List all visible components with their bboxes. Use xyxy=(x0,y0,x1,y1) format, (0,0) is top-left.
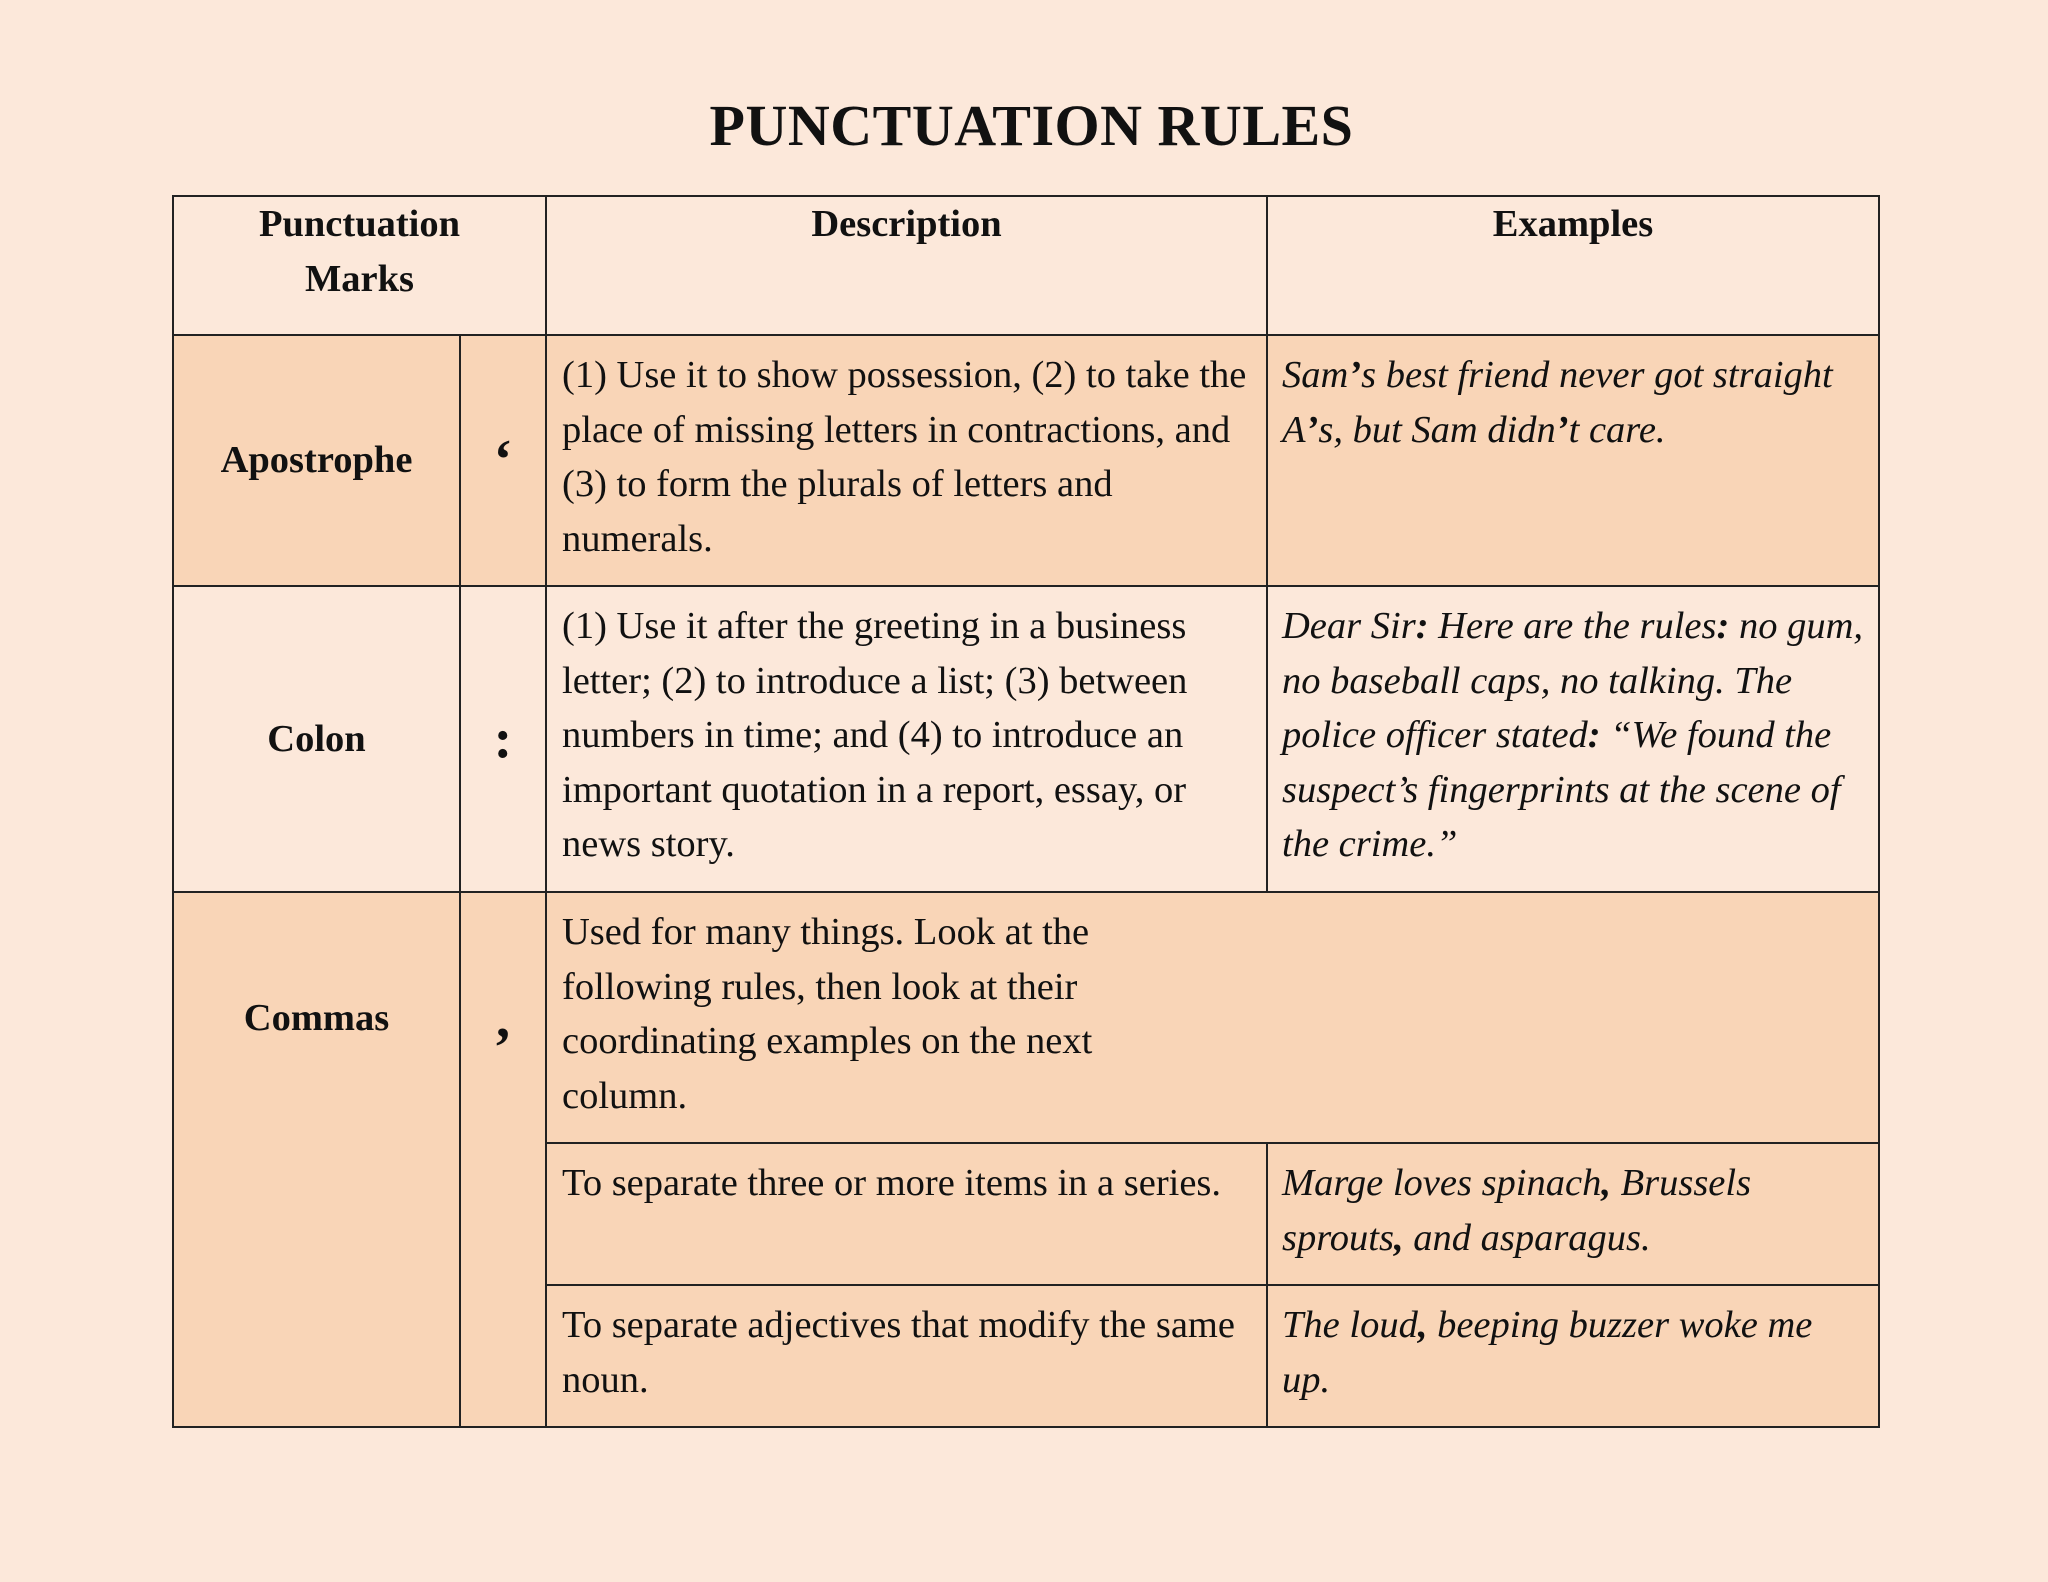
header-marks: Punctuation Marks xyxy=(173,196,546,335)
punctuation-table xyxy=(172,195,1880,1428)
description-apostrophe: (1) Use it to show possession, (2) to take the place of missing letters in contractions, and (3) to form the plurals of letters and numerals. xyxy=(546,335,1267,586)
example-apostrophe: Sam’s best friend never got straight A’s, but Sam didn’t care. xyxy=(1267,335,1879,586)
example-commas-rule-2: The loud, beeping buzzer woke me up. xyxy=(1267,1285,1879,1427)
row-apostrophe xyxy=(173,335,1879,586)
description-commas-rule-2: To separate adjectives that modify the same noun. xyxy=(546,1285,1267,1427)
header-description: Description xyxy=(546,196,1267,335)
row-commas-intro xyxy=(173,892,1879,1143)
header-examples: Examples xyxy=(1267,196,1879,335)
page-title: PUNCTUATION RULES xyxy=(709,93,1354,158)
mark-name-colon: Colon xyxy=(173,586,460,892)
row-colon xyxy=(173,586,1879,892)
mark-name-commas: Commas xyxy=(173,892,460,1427)
header-row xyxy=(173,196,1879,335)
description-commas-intro: Used for many things. Look at the following rules, then look at their coordinating examples on the next column. xyxy=(546,892,1879,1143)
description-colon: (1) Use it after the greeting in a business letter; (2) to introduce a list; (3) between numbers in time; and (4) to introduce an important quotation in a report, essay, or news story. xyxy=(546,586,1267,892)
mark-symbol-colon: : xyxy=(460,586,546,892)
mark-name-apostrophe: Apostrophe xyxy=(173,335,460,586)
description-commas-rule-1: To separate three or more items in a series. xyxy=(546,1143,1267,1285)
mark-symbol-commas: , xyxy=(460,892,546,1427)
example-colon: Dear Sir: Here are the rules: no gum, no baseball caps, no talking. The police officer stated: “We found the suspect’s fingerprints at the scene of the crime.” xyxy=(1267,586,1879,892)
mark-symbol-apostrophe: ‘ xyxy=(460,335,546,586)
example-commas-rule-1: Marge loves spinach, Brussels sprouts, and asparagus. xyxy=(1267,1143,1879,1285)
